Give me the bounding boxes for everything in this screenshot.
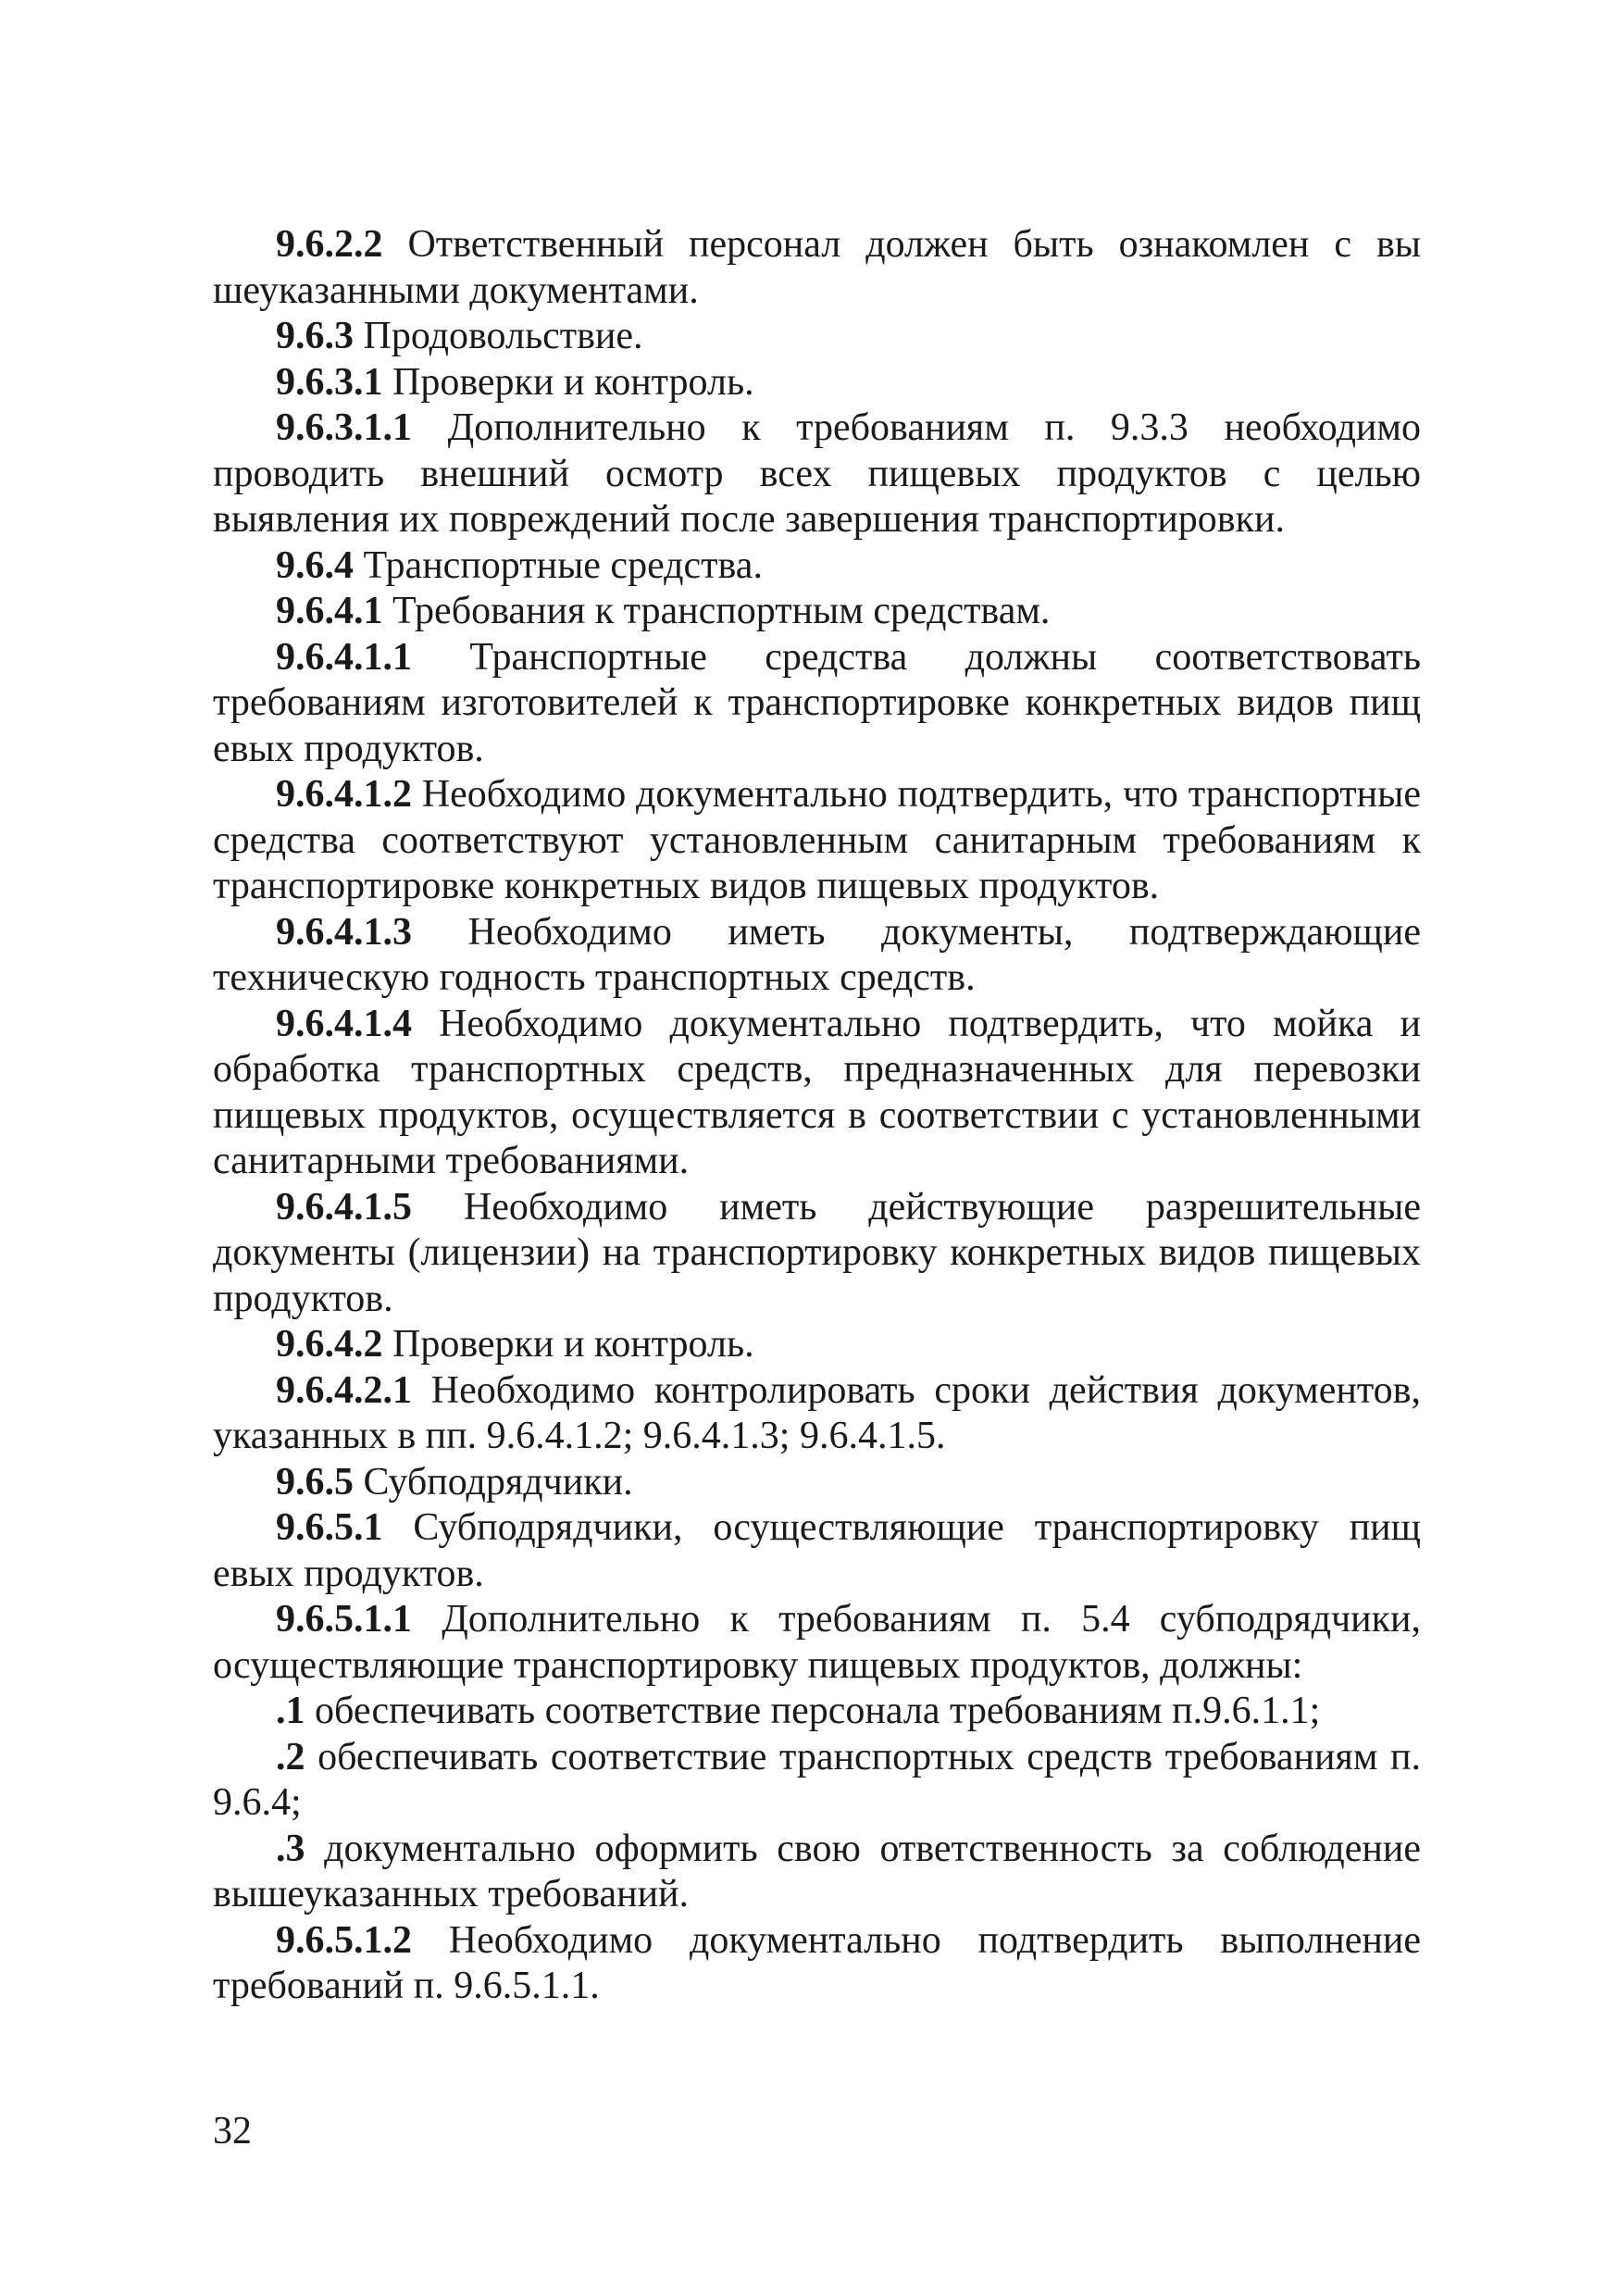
list-item-text: документально оформить свою ответственность за соблюдение вышеуказанных требований. bbox=[213, 1827, 1421, 1915]
list-marker: .3 bbox=[276, 1827, 305, 1870]
clause-number: 9.6.3 bbox=[276, 315, 354, 357]
paragraph-9-6-3 bbox=[213, 314, 1421, 360]
clause-number: 9.6.4.1.4 bbox=[276, 1002, 412, 1045]
list-marker: .2 bbox=[276, 1735, 305, 1778]
clause-text: Требования к транспортным средствам. bbox=[382, 590, 1051, 632]
clause-text: Транспортные средства. bbox=[354, 543, 763, 587]
paragraph-9-6-5 bbox=[213, 1460, 1421, 1506]
clause-number: 9.6.4 bbox=[276, 543, 354, 587]
clause-text: Необходимо иметь действующие разрешительные документы (лицензии) на транспортировку конкретных видов пищевых продуктов. bbox=[213, 1185, 1421, 1320]
paragraph-9-6-4-1-5 bbox=[213, 1185, 1421, 1323]
paragraph-9-6-3-1-1 bbox=[213, 406, 1421, 543]
clause-text: Ответственный персонал должен быть ознакомлен с вы шеуказанными документами. bbox=[213, 223, 1421, 312]
paragraph-9-6-4-1-1 bbox=[213, 635, 1421, 773]
clause-number: 9.6.5.1.2 bbox=[276, 1918, 412, 1962]
paragraph-9-6-5-1-2 bbox=[213, 1918, 1421, 2010]
clause-number: 9.6.4.2.1 bbox=[276, 1368, 412, 1412]
clause-number: 9.6.4.1.2 bbox=[276, 773, 412, 816]
paragraph-9-6-2-2 bbox=[213, 222, 1421, 314]
clause-text: Необходимо документально подтвердить, что мойка и обработка транспортных средств, предназначенных для перевозки пищевых продуктов, осуществляется в соответствии с установленными санитарными требованиями. bbox=[213, 1002, 1421, 1182]
clause-number: 9.6.3.1 bbox=[276, 360, 383, 404]
list-item-text: обеспечивать соответствие транспортных средств требованиям п. 9.6.4; bbox=[213, 1735, 1421, 1824]
clause-number: 9.6.4.1.3 bbox=[276, 910, 412, 954]
clause-text: Дополнительно к требованиям п. 9.3.3 необходимо проводить внешний осмотр всех пищевых продуктов с целью выявления их повреждений после завершения транспортировки. bbox=[213, 406, 1421, 541]
clause-number: 9.6.4.1.1 bbox=[276, 635, 412, 679]
clause-number: 9.6.5.1 bbox=[276, 1506, 383, 1549]
paragraph-9-6-4-1-3 bbox=[213, 910, 1421, 1002]
paragraph-9-6-4-2 bbox=[213, 1322, 1421, 1368]
list-item-3 bbox=[213, 1827, 1421, 1918]
paragraph-9-6-3-1 bbox=[213, 360, 1421, 406]
clause-number: 9.6.2.2 bbox=[276, 223, 383, 266]
clause-text: Проверки и контроль. bbox=[382, 1323, 754, 1366]
clause-text: Необходимо документально подтвердить, что транспортные средства соответствуют установленным санитарным требованиям к транспортировке конкретных видов пищевых продуктов. bbox=[213, 773, 1421, 907]
paragraph-9-6-4-1-4 bbox=[213, 1002, 1421, 1185]
clause-number: 9.6.3.1.1 bbox=[276, 406, 412, 449]
clause-text: Необходимо иметь документы, подтверждающие техническую годность транспортных средств. bbox=[213, 910, 1421, 999]
paragraph-9-6-5-1-1 bbox=[213, 1597, 1421, 1689]
list-marker: .1 bbox=[276, 1690, 305, 1732]
clause-text: Проверки и контроль. bbox=[382, 360, 754, 404]
clause-text: Субподрядчики, осуществляющие транспортировку пищ евых продуктов. bbox=[213, 1506, 1421, 1595]
clause-text: Транспортные средства должны соответствовать требованиям изготовителей к транспортировке конкретных видов пищ евых продуктов. bbox=[213, 635, 1421, 770]
clause-text: Необходимо документально подтвердить выполнение требований п. 9.6.5.1.1. bbox=[213, 1918, 1421, 2007]
clause-number: 9.6.4.2 bbox=[276, 1323, 383, 1366]
clause-text: Субподрядчики. bbox=[354, 1460, 633, 1504]
paragraph-9-6-5-1 bbox=[213, 1505, 1421, 1597]
paragraph-9-6-4-1 bbox=[213, 589, 1421, 635]
clause-text: Продовольствие. bbox=[354, 315, 643, 357]
list-item-1 bbox=[213, 1689, 1421, 1735]
clause-number: 9.6.4.1 bbox=[276, 590, 383, 632]
paragraph-9-6-4-1-2 bbox=[213, 772, 1421, 910]
clause-text: Дополнительно к требованиям п. 5.4 субподрядчики, осуществляющие транспортировку пищевых продуктов, должны: bbox=[213, 1598, 1421, 1687]
paragraph-9-6-4-2-1 bbox=[213, 1368, 1421, 1460]
list-item-2 bbox=[213, 1735, 1421, 1827]
paragraph-9-6-4 bbox=[213, 543, 1421, 590]
clause-number: 9.6.4.1.5 bbox=[276, 1185, 412, 1229]
list-item-text: обеспечивать соответствие персонала требованиям п.9.6.1.1; bbox=[305, 1690, 1321, 1732]
clause-number: 9.6.5 bbox=[276, 1460, 354, 1504]
clause-number: 9.6.5.1.1 bbox=[276, 1598, 412, 1641]
body-text bbox=[213, 222, 1421, 2010]
clause-text: Необходимо контролировать сроки действия документов, указанных в пп. 9.6.4.1.2; 9.6.4.1.3; 9.6.4.1.5. bbox=[213, 1368, 1421, 1457]
page-number: 32 bbox=[213, 2110, 252, 2152]
